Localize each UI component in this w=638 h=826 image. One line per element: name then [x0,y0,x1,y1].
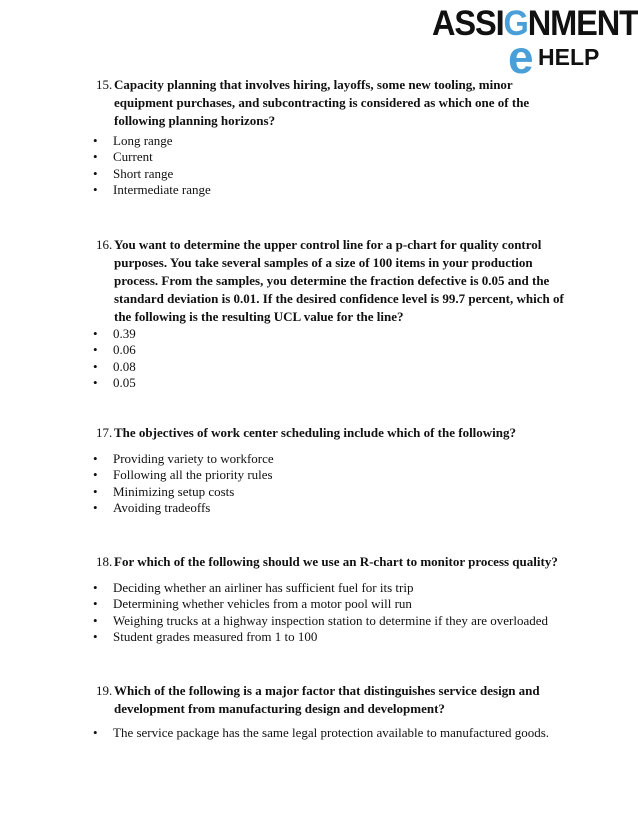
question-17 [96,424,566,442]
options-list-16 [96,326,566,391]
question-19 [96,682,566,718]
option-item: • Weighing trucks at a highway inspection station to determine if they are overloaded [96,613,566,629]
option-item: • 0.39 [96,326,566,342]
question-number: 16. [96,237,113,252]
option-item: • 0.08 [96,359,566,375]
option-item: • Deciding whether an airliner has sufficient fuel for its trip [96,580,566,596]
options-list-17 [96,451,566,516]
logo-help-text: HELP [538,44,600,70]
option-item: • The service package has the same legal protection available to manufactured goods. [96,725,566,741]
option-item: • Determining whether vehicles from a motor pool will run [96,596,566,612]
option-item: • Minimizing setup costs [96,484,566,500]
option-item: • 0.05 [96,375,566,391]
option-item: • Following all the priority rules [96,467,566,483]
question-18 [96,553,566,571]
question-text: Which of the following is a major factor that distinguishes service design and development from manufacturing design and development? [114,683,540,716]
options-list-18 [96,580,566,645]
option-item: • Intermediate range [96,182,566,198]
logo-text-part1: ASSI [432,4,504,43]
option-item: • Long range [96,133,566,149]
question-16 [96,236,566,326]
options-list-15 [96,133,566,198]
question-text: The objectives of work center scheduling include which of the following? [114,425,517,440]
question-number: 18. [96,554,113,569]
option-item: • 0.06 [96,342,566,358]
question-15 [96,76,566,130]
assignment-help-logo [432,4,638,83]
question-number: 17. [96,425,113,440]
option-item: • Short range [96,166,566,182]
options-list-19 [96,725,566,741]
logo-wordmark [432,4,638,44]
option-item: • Current [96,149,566,165]
question-text: For which of the following should we use an R-chart to monitor process quality? [114,554,558,569]
logo-text-part2: NMENT [527,4,638,43]
question-number: 19. [96,683,113,698]
option-item: • Avoiding tradeoffs [96,500,566,516]
option-item: • Student grades measured from 1 to 100 [96,629,566,645]
question-text: You want to determine the upper control line for a p-chart for quality control purposes. You take several samples of a size of 100 items in your production process. From the samples, you determine the fraction defective is 0.05 and the standard deviation is 0.01. If the desired confidence level is 99.7 percent, which of the following is the resulting UCL value for the line? [114,237,564,324]
logo-e-letter: e [508,31,534,83]
question-text: Capacity planning that involves hiring, layoffs, some new tooling, minor equipment purchases, and subcontracting is considered as which one of the following planning horizons? [114,77,530,128]
option-item: • Providing variety to workforce [96,451,566,467]
logo-text-accent: G [503,4,528,43]
question-number: 15. [96,77,113,92]
